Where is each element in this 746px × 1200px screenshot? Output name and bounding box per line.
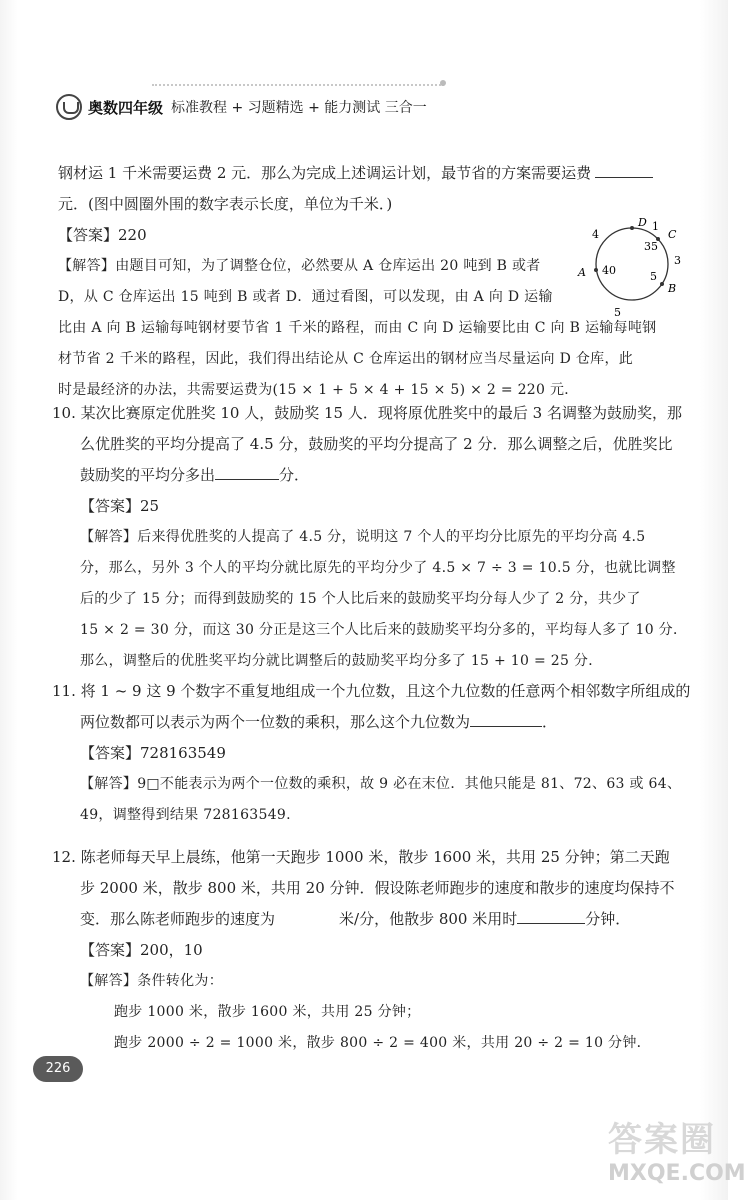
q10-text-3: 鼓励奖的平均分多出 (80, 466, 216, 484)
q11-answer: 【答案】728163549 (80, 744, 226, 762)
header-dotted-rule (152, 84, 444, 86)
q10-solution-4: 15 × 2 = 30 分，而这 30 分正是这三个人比后来的鼓励奖平均分多的，平均每人多了 10 分． (80, 622, 688, 638)
watermark-text: 答案圈 (608, 1120, 716, 1160)
label-a: A (578, 266, 586, 279)
q12-text-3-mid: 米/分，他散步 800 米用时 (339, 910, 518, 928)
site-watermark (608, 1120, 746, 1196)
q10-solution-3: 后的少了 15 分；而得到鼓励奖的 15 个人比后来的鼓励奖平均分每人少了 2 分，共少了 (80, 591, 641, 607)
point-b (660, 282, 664, 286)
tonnage-c: 35 (644, 240, 658, 253)
q9-text-1: 钢材运 1 千米需要运费 2 元．那么为完成上述调运计划，最节省的方案需要运费 (58, 164, 592, 182)
q11-text-1: 11. 将 1 ~ 9 这 9 个数字不重复地组成一个九位数，且这个九位数的任意两个相邻数字所组成的 (52, 682, 691, 700)
point-a (594, 268, 598, 272)
q9-solution-3: 比由 A 向 B 运输每吨钢材要节省 1 千米的路程，而由 C 向 D 运输要比由 C 向 B 运输每吨钢 (58, 320, 657, 336)
q9-solution-2: D，从 C 仓库运出 15 吨到 B 或者 D．通过看图，可以发现，由 A 向 D 运输 (58, 289, 553, 305)
question-10 (52, 398, 688, 677)
q9-solution-1: 【解答】由题目可知，为了调整仓位，必然要从 A 仓库运出 20 吨到 B 或者 (58, 258, 541, 274)
book-title: 奥数四年级 (88, 98, 164, 117)
label-d: D (638, 216, 647, 229)
warehouse-circle-diagram (572, 212, 688, 322)
q12-speed-blank (275, 905, 339, 924)
q10-text-1: 10. 某次比赛原定优胜奖 10 人，鼓励奖 15 人．现将原优胜奖中的最后 3 名调整为鼓励奖，那 (52, 404, 682, 422)
label-c: C (668, 228, 677, 241)
distance-ba: 5 (614, 306, 621, 319)
q12-line-3 (52, 904, 688, 935)
q12-solution-3: 跑步 2000 ÷ 2 = 1000 米，散步 800 ÷ 2 = 400 米，共用 20 ÷ 2 = 10 分钟． (114, 1035, 651, 1051)
q10-answer: 【答案】25 (80, 497, 160, 515)
distance-cb: 3 (674, 254, 681, 267)
q10-text-2: 么优胜奖的平均分提高了 4.5 分，鼓励奖的平均分提高了 2 分．那么调整之后，优胜奖比 (80, 435, 673, 453)
q11-answer-blank (470, 708, 542, 727)
q9-answer: 【答案】220 (58, 226, 147, 244)
q10-solution-1: 【解答】后来得优胜奖的人提高了 4.5 分，说明这 7 个人的平均分比原先的平均分高 4.5 (80, 529, 646, 545)
q10-solution-2: 分，那么，另外 3 个人的平均分就比原先的平均分少了 4.5 × 7 ÷ 3 = 10.5 分，也就比调整 (80, 560, 676, 576)
q11-text-2-end: ． (542, 713, 558, 731)
distance-ad: 4 (592, 228, 599, 241)
q9-solution-4: 材节省 2 千米的路程，因此，我们得出结论从 C 仓库运出的钢材应当尽量运向 D 仓库，此 (58, 351, 634, 367)
book-logo-icon (56, 94, 82, 120)
q10-solution-5: 那么，调整后的优胜奖平均分就比调整后的鼓励奖平均分多了 15 + 10 = 25 分． (80, 653, 603, 669)
q12-text-3-end: 分钟． (585, 910, 631, 928)
q12-solution-1: 【解答】条件转化为： (80, 973, 223, 989)
tonnage-b: 5 (650, 270, 657, 283)
q12-solution-2: 跑步 1000 米，散步 1600 米，共用 25 分钟； (114, 1004, 421, 1020)
label-b: B (668, 282, 677, 295)
q12-time-blank (517, 905, 585, 924)
q9-line-1 (58, 158, 680, 189)
q11-text-2: 两位数都可以表示为两个一位数的乘积，那么这个九位数为 (80, 713, 471, 731)
tonnage-a: 40 (602, 264, 616, 277)
q11-line-2 (52, 707, 688, 738)
q11-solution-2: 49，调整得到结果 728163549. (80, 807, 291, 823)
q9-solution-5: 时是最经济的办法，共需要运费为(15 × 1 + 5 × 4 + 15 × 5) × 2 = 220 元． (58, 382, 579, 398)
book-subtitle: 标准教程 + 习题精选 + 能力测试 三合一 (171, 100, 427, 116)
distance-dc: 1 (652, 220, 659, 233)
q11-solution-1: 【解答】9□不能表示为两个一位数的乘积，故 9 必在末位．其他只能是 81、72、63 或 64、 (80, 776, 682, 792)
q10-line-3 (52, 460, 688, 491)
q9-answer-blank (595, 159, 653, 178)
q10-answer-blank (215, 461, 279, 480)
header-rule-dot (440, 80, 446, 86)
q12-answer: 【答案】200，10 (80, 941, 203, 959)
question-12 (52, 842, 688, 1059)
page-number: 226 (33, 1056, 83, 1082)
watermark-url: MXQE.COM (608, 1161, 746, 1186)
q12-text-2: 步 2000 米，散步 800 米，共用 20 分钟．假设陈老师跑步的速度和散步的速度均保持不 (80, 879, 675, 897)
point-d (630, 226, 634, 230)
question-11 (52, 676, 691, 831)
page-header (56, 92, 456, 122)
q12-text-1: 12. 陈老师每天早上晨练，他第一天跑步 1000 米，散步 1600 米，共用 25 分钟；第二天跑 (52, 848, 670, 866)
q10-text-3-end: 分． (279, 466, 310, 484)
q12-text-3: 变．那么陈老师跑步的速度为 (80, 910, 276, 928)
q9-text-2: 元．(图中圆圈外围的数字表示长度，单位为千米．) (58, 195, 393, 213)
